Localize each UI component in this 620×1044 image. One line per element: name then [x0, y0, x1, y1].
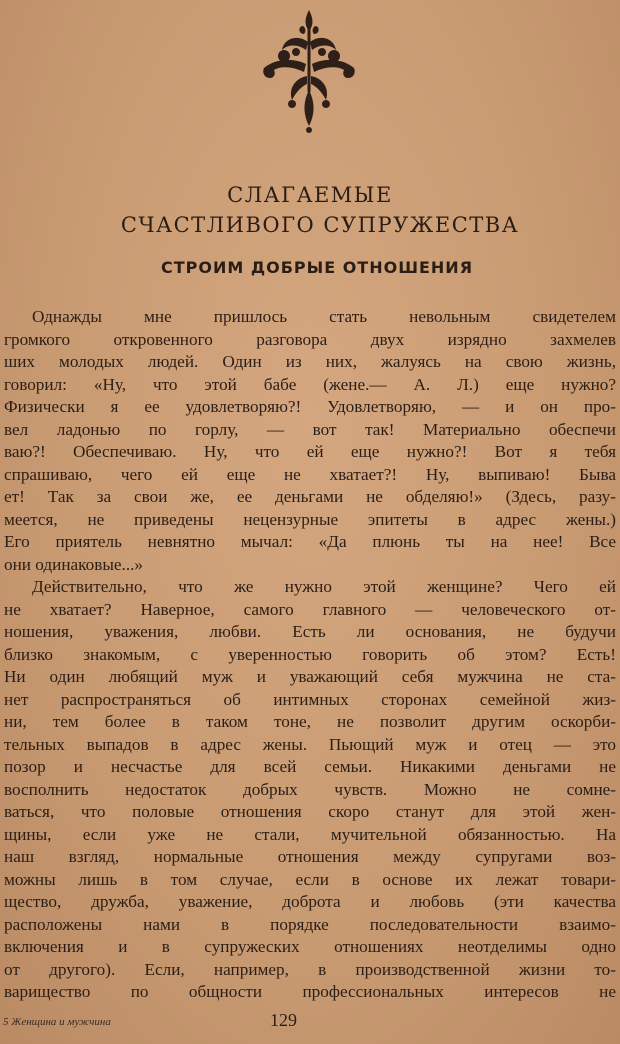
text-line: громкого откровенного разговора двух изрядно захмелев	[4, 329, 616, 349]
text-line: меется, не приведены нецензурные эпитеты в адрес жены.)	[4, 509, 616, 529]
text-line: варищество по общности профессиональных интересов не	[4, 982, 616, 1001]
chapter-title-line-1: СЛАГАЕМЫЕ	[227, 183, 393, 207]
text-line: Действительно, что же нужно этой женщине? Чего ей	[32, 577, 616, 596]
text-line: ших молодых людей. Один из них, жалуясь на свою жизнь,	[4, 352, 616, 371]
text-line: можны лишь в том случае, если в основе их лежат товари-	[4, 869, 616, 889]
text-line: Ни один любящий муж и уважающий себя мужчина не ста-	[4, 667, 616, 686]
text-line: от другого). Если, например, в производственной жизни то-	[4, 959, 616, 979]
text-line: ваю?! Обеспечиваю. Ну, что ей еще нужно?! Вот я тебя	[4, 442, 616, 461]
text-line: ношения, уважения, любви. Есть ли основания, не будучи	[4, 622, 616, 641]
text-line: ни, тем более в таком тоне, не позволит другим оскорби-	[4, 712, 616, 731]
page-footer	[0, 1010, 620, 1036]
body-text	[0, 306, 620, 1004]
text-line: говорил: «Ну, что этой бабе (жене.— А. Л.) еще нужно?	[4, 374, 616, 394]
text-line: спрашиваю, чего ей еще не хватает?! Ну, выпиваю! Быва	[4, 464, 616, 484]
text-line: позор и несчастье для всей семьи. Никакими деньгами не	[4, 757, 616, 776]
chapter-title	[0, 180, 620, 240]
text-line: щество, дружба, уважение, доброта и любовь (эти качества	[4, 892, 616, 911]
text-line: не хватает? Наверное, самого главного — человеческого от-	[4, 599, 616, 619]
text-line: расположены нами в порядке последовательности взаимо-	[4, 914, 616, 934]
chapter-title-line-2: СЧАСТЛИВОГО СУПРУЖЕСТВА	[120, 213, 520, 237]
text-line: Его приятель невнятно мычал: «Да плюнь ты на нее! Все	[4, 532, 616, 551]
text-line: восполнить недостаток добрых чувств. Можно не сомне-	[4, 779, 616, 799]
section-heading: СТРОИМ ДОБРЫЕ ОТНОШЕНИЯ	[160, 258, 474, 277]
fleur-de-lis-ornament-icon	[254, 4, 364, 138]
text-line: Однажды мне пришлось стать невольным свидетелем	[32, 307, 616, 326]
signature-mark: 5 Женщина и мужчина	[3, 1016, 111, 1028]
text-line: ет! Так за свои же, ее деньгами не обделяю!» (Здесь, разу-	[4, 487, 616, 506]
text-line: включения и в супружеских отношениях неотделимы одно	[4, 937, 616, 956]
text-line: вел ладонью по горлу, — вот так! Материально обеспечи	[4, 419, 616, 439]
text-line: близко знакомым, с уверенностью говорить об этом? Есть!	[4, 644, 616, 664]
text-line: Физически я ее удовлетворяю?! Удовлетворяю, — и он про-	[4, 397, 616, 416]
text-line: щины, если уже не стали, мучительной обязанностью. На	[4, 824, 616, 844]
text-line: они одинаковые...»	[4, 554, 144, 574]
page-number: 129	[270, 1010, 297, 1030]
text-line: ваться, что половые отношения скоро станут для этой жен-	[4, 802, 616, 821]
text-line: наш взгляд, нормальные отношения между супругами воз-	[4, 847, 616, 866]
text-line: нет распространяться об интимных сторонах семейной жиз-	[4, 689, 616, 709]
text-line: тельных выпадов в адрес жены. Пьющий муж и отец — это	[4, 734, 616, 754]
